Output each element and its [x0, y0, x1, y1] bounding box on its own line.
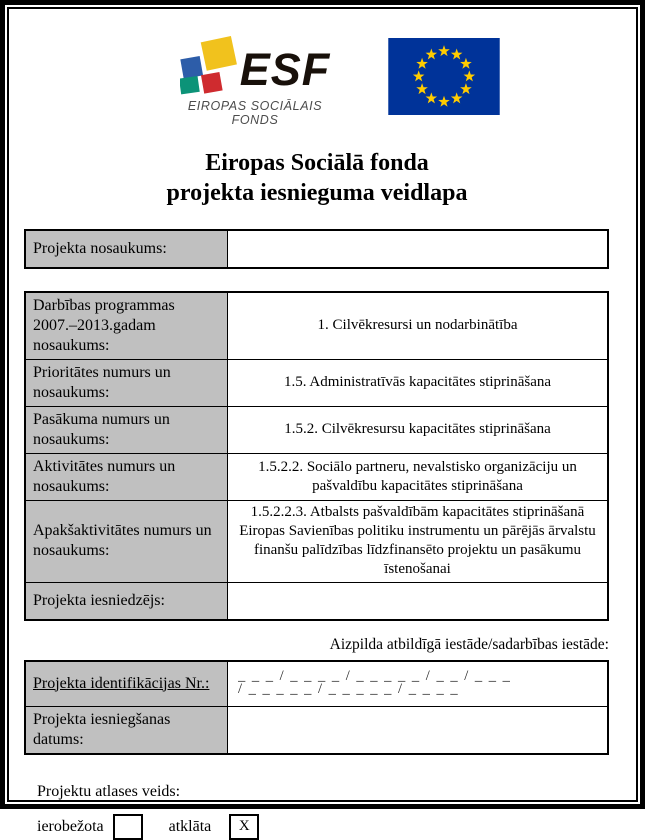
selection-options — [37, 814, 610, 840]
table-row — [25, 661, 608, 707]
submission-date-value-field[interactable] — [228, 706, 609, 754]
header-logos — [70, 35, 610, 128]
project-id-label: Projekta identifikācijas Nr.: — [33, 674, 210, 692]
project-id-value-field[interactable] — [228, 661, 609, 707]
programme-label: Darbības programmas 2007.–2013.gadam nosaukums: — [25, 292, 228, 360]
selection-type-section — [37, 783, 610, 840]
table-row — [25, 359, 608, 406]
activity-label: Aktivitātes numurs un nosaukums: — [25, 453, 228, 500]
eu-flag-icon — [388, 38, 500, 115]
esf-caption-line2: FONDS — [231, 113, 279, 128]
option-label-ierobezota: ierobežota — [37, 817, 104, 835]
option-label-atklata: atklāta — [168, 817, 212, 835]
project-name-label: Projekta nosaukums: — [25, 230, 228, 268]
id-table — [24, 660, 609, 755]
subactivity-value: 1.5.2.2.3. Atbalsts pašvaldībām kapacitātes stiprināšanā Eiropas Savienības politiku instrumentu un pārējās ārvalstu finanšu palīdzības līdzfinansēto projektu un pasākumu īstenošanai — [228, 500, 609, 582]
project-name-value-field[interactable] — [228, 230, 609, 268]
priority-label: Prioritātes numurs un nosaukums: — [25, 359, 228, 406]
subactivity-label: Apakšaktivitātes numurs un nosaukums: — [25, 500, 228, 582]
checkbox-atklata[interactable] — [229, 814, 259, 840]
table-row — [25, 292, 608, 360]
esf-caption-line1: EIROPAS SOCIĀLAIS — [187, 99, 323, 113]
submission-date-label: Projekta iesniegšanas datums: — [25, 706, 228, 754]
details-table — [24, 291, 609, 621]
selection-type-heading: Projektu atlases veids: — [37, 782, 181, 800]
applicant-value-field[interactable] — [228, 582, 609, 620]
table-row — [25, 230, 608, 268]
form-title — [24, 148, 610, 208]
project-id-label-cell — [25, 661, 228, 707]
esf-logo-text: ESF — [239, 44, 331, 95]
activity-value: 1.5.2.2. Sociālo partneru, nevalstisko organizāciju un pašvaldību kapacitātes stiprināšana — [228, 453, 609, 500]
measure-value: 1.5.2. Cilvēkresursu kapacitātes stiprināšana — [228, 406, 609, 453]
table-row — [25, 406, 608, 453]
programme-value: 1. Cilvēkresursi un nodarbinātība — [228, 292, 609, 360]
checkbox-ierobezota[interactable] — [113, 814, 143, 840]
checkbox-atklata-mark: X — [238, 818, 250, 834]
esf-logo-top — [180, 35, 331, 97]
esf-logo — [180, 35, 331, 128]
project-id-blank-line2: / _ _ _ _ _ / _ _ _ _ _ / _ _ _ _ — [238, 682, 460, 696]
priority-value: 1.5. Administratīvās kapacitātes stiprināšana — [228, 359, 609, 406]
page-frame — [7, 7, 638, 835]
form-title-line1: Eiropas Sociālā fonda — [205, 149, 429, 176]
applicant-label: Projekta iesniedzējs: — [25, 582, 228, 620]
project-id-blank-line1: _ _ _ / _ _ _ _ / _ _ _ _ _ / _ _ / _ _ _ — [238, 669, 512, 683]
table-row — [25, 582, 608, 620]
measure-label: Pasākuma numurs un nosaukums: — [25, 406, 228, 453]
table-row — [25, 453, 608, 500]
table-row — [25, 500, 608, 582]
project-name-table — [24, 229, 609, 269]
form-content — [9, 9, 636, 840]
authority-note: Aizpilda atbildīgā iestāde/sadarbības iestāde: — [329, 635, 609, 653]
esf-logo-caption — [180, 99, 331, 128]
esf-squares-icon — [180, 35, 238, 97]
form-title-line2: projekta iesnieguma veidlapa — [166, 179, 468, 206]
table-row — [25, 706, 608, 754]
